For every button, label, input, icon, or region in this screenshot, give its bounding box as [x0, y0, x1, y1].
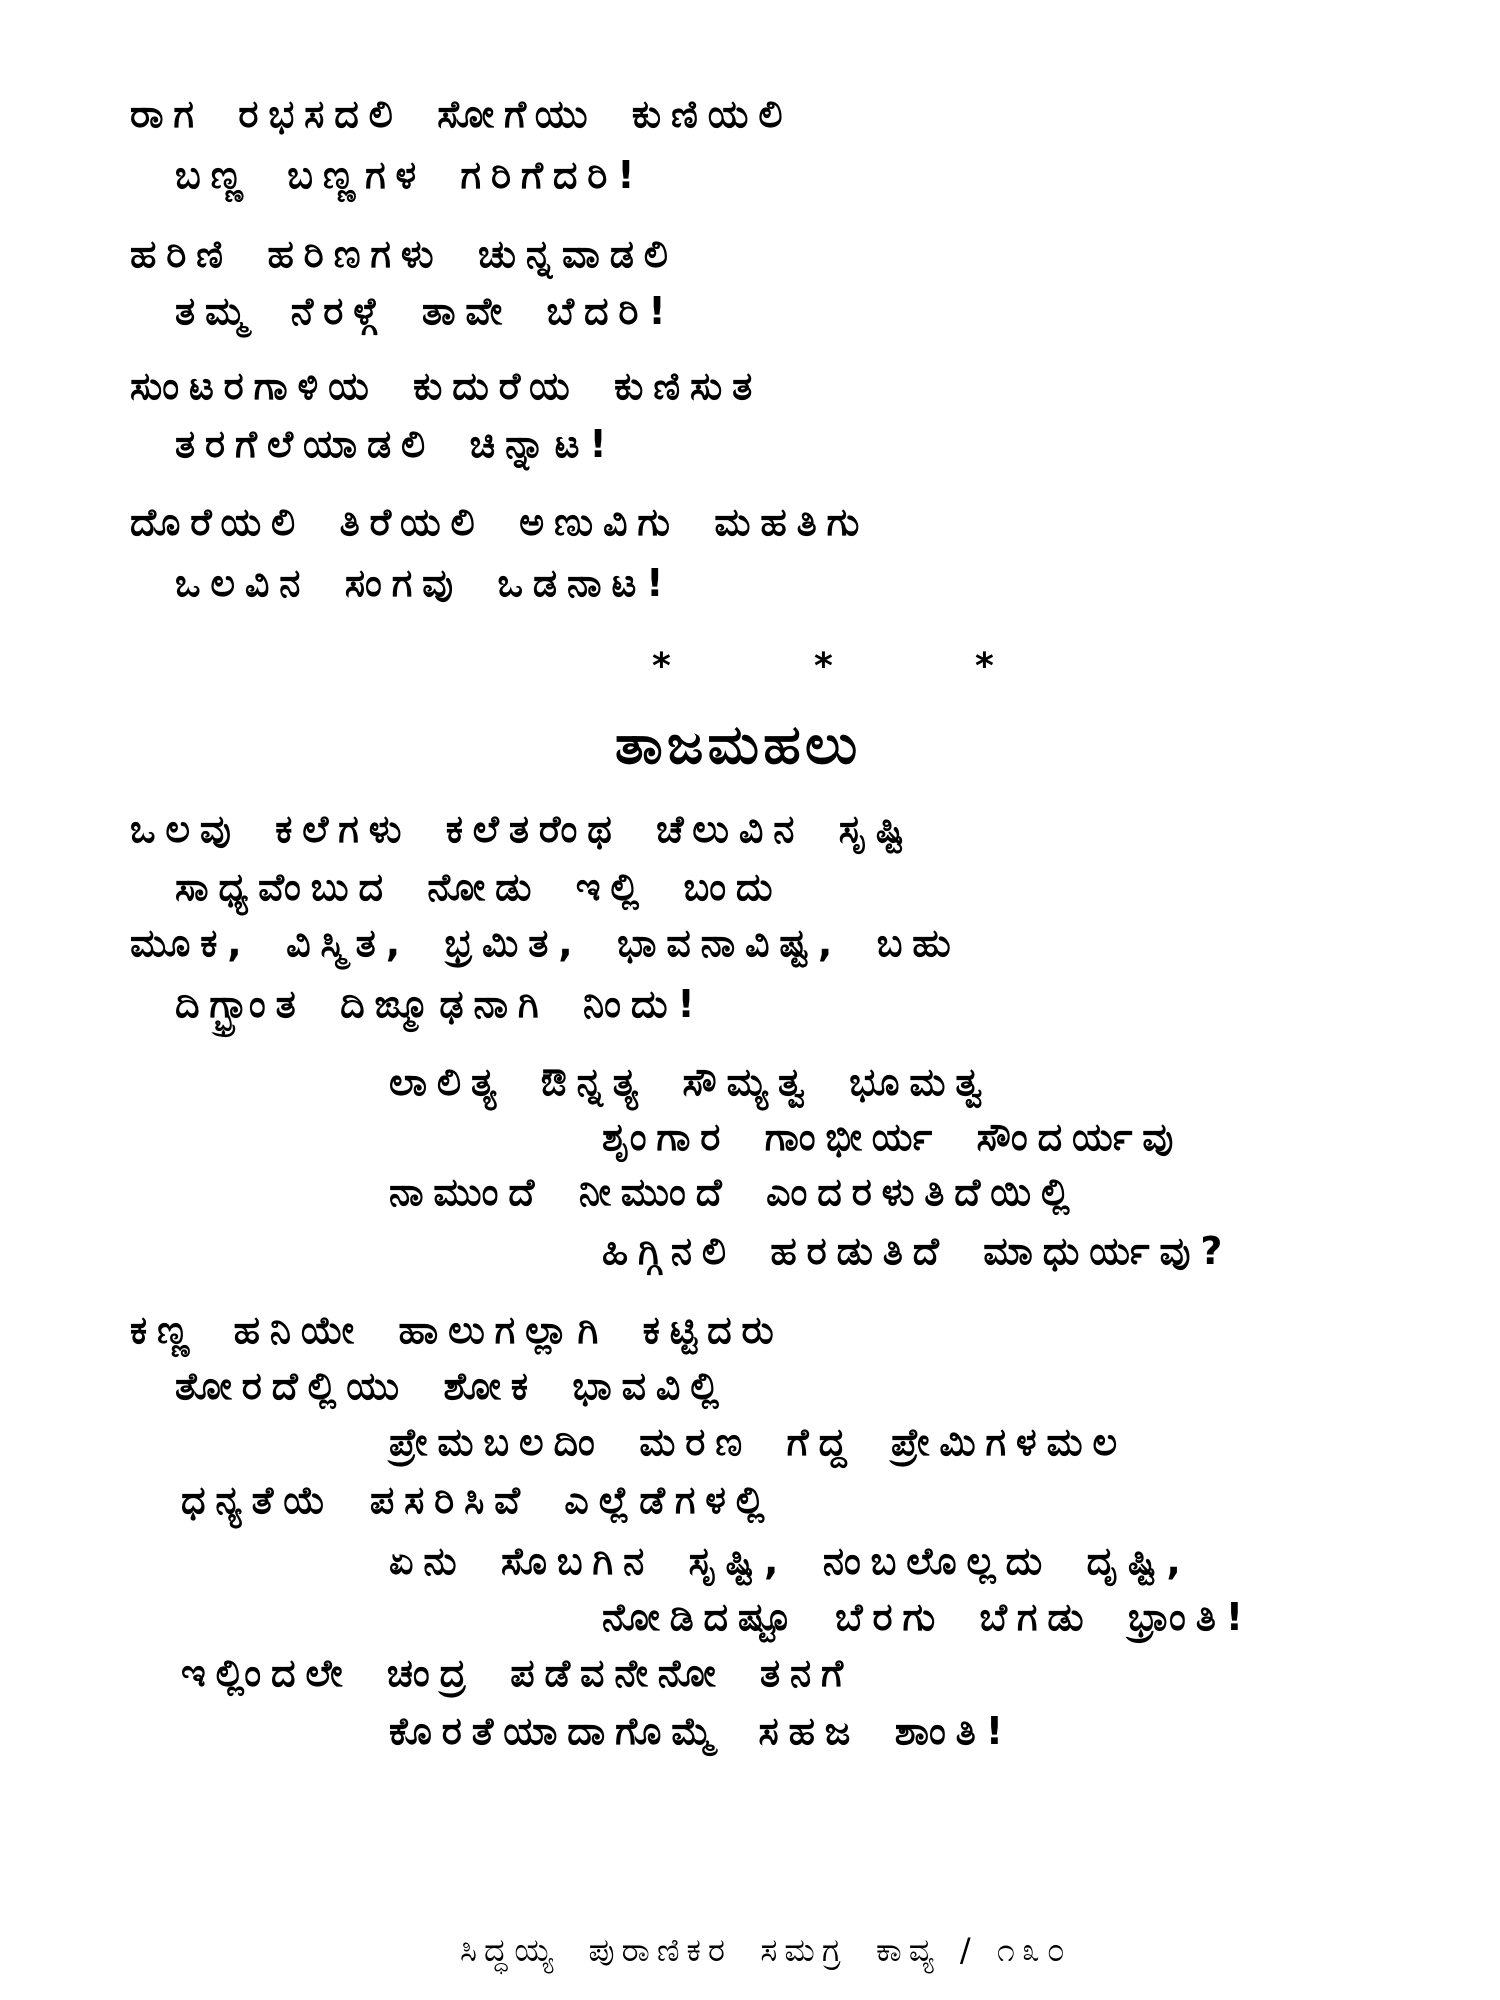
asterisk: * — [652, 646, 671, 687]
asterisk: * — [814, 646, 833, 687]
poem-line: ಇಲ್ಲಿಂದಲೇ ಚಂದ್ರ ಪಡೆವನೇನೋ ತನಗೆ — [181, 1651, 854, 1695]
poem-line: ತರಗೆಲೆಯಾಡಲಿ ಚಿನ್ನಾಟ! — [175, 422, 617, 466]
book-title: ಸಿದ್ಧಯ್ಯ ಪುರಾಣಿಕರ ಸಮಗ್ರ ಕಾವ್ಯ — [460, 1931, 941, 1969]
poem-line: ದೊರೆಯಲಿ ತಿರೆಯಲಿ ಅಣುವಿಗು ಮಹತಿಗು — [130, 500, 870, 544]
footer-slash: / — [959, 1931, 978, 1969]
poem-line: ಕೊರತೆಯಾದಾಗೊಮ್ಮೆ ಸಹಜ ಶಾಂತಿ! — [389, 1709, 1013, 1753]
poem-line: ಲಾಲಿತ್ಯ ಔನ್ನತ್ಯ ಸೌಮ್ಯತ್ವ ಭೂಮತ್ವ — [389, 1060, 993, 1104]
poem-line: ಹರಿಣಿ ಹರಿಣಗಳು ಚುನ್ನವಾಡಲಿ — [130, 232, 678, 276]
poem-line: ದಿಗ್ಭ್ರಾಂತ ದಿಙ್ಮೂಢನಾಗಿ ನಿಂದು! — [175, 982, 705, 1026]
poem-line: ನೋಡಿದಷ್ಟೂ ಬೆರಗು ಬೆಗಡು ಭ್ರಾಂತಿ! — [602, 1595, 1253, 1639]
poem-line: ಸಾಧ್ಯವೆಂಬುದ ನೋಡು ಇಲ್ಲಿ ಬಂದು — [175, 865, 783, 909]
poem-line: ಒಲವಿನ ಸಂಗವು ಒಡನಾಟ! — [175, 561, 674, 605]
poem-line: ಬಣ್ಣ ಬಣ್ಣಗಳ ಗರಿಗೆದರಿ! — [175, 153, 645, 197]
poem-line: ಮೂಕ, ವಿಸ್ಮಿತ, ಭ್ರಮಿತ, ಭಾವನಾವಿಷ್ಟ, ಬಹು — [130, 921, 961, 965]
poem-line: ಹಿಗ್ಗಿನಲಿ ಹರಡುತಿದೆ ಮಾಧುರ್ಯವು? — [602, 1229, 1233, 1273]
poem-line: ಏನು ಸೊಬಗಿನ ಸೃಷ್ಟಿ, ನಂಬಲೊಲ್ಲದು ದೃಷ್ಟಿ, — [389, 1539, 1191, 1583]
poem-title: ತಾಜಮಹಲು — [615, 713, 862, 776]
poem-line: ಶೃಂಗಾರ ಗಾಂಭೀರ್ಯ ಸೌಂದರ್ಯವು — [602, 1115, 1184, 1159]
poem-line: ಪ್ರೇಮಬಲದಿಂ ಮರಣ ಗೆದ್ದ ಪ್ರೇಮಿಗಳಮಲ — [389, 1420, 1128, 1464]
page-number: ೧೩೦ — [996, 1931, 1072, 1969]
poem-line: ಒಲವು ಕಲೆಗಳು ಕಲೆತರೆಂಥ ಚೆಲುವಿನ ಸೃಷ್ಟಿ — [130, 807, 915, 851]
poem-line: ಸುಂಟರಗಾಳಿಯ ಕುದುರೆಯ ಕುಣಿಸುತ — [130, 364, 763, 408]
page-footer — [460, 1930, 1072, 1970]
poem-line: ನಾಮುಂದೆ ನೀಮುಂದೆ ಎಂದರಳುತಿದೆಯಿಲ್ಲಿ — [389, 1170, 1080, 1214]
poem-line: ತೋರದೆಲ್ಲಿಯು ಶೋಕ ಭಾವವಿಲ್ಲಿ — [175, 1364, 729, 1408]
poem-line: ಧನ್ಯತೆಯೆ ಪಸರಿಸಿವೆ ಎಲ್ಲೆಡೆಗಳಲ್ಲಿ — [181, 1478, 775, 1522]
poem-line: ರಾಗ ರಭಸದಲಿ ಸೋಗೆಯು ಕುಣಿಯಲಿ — [130, 92, 793, 136]
asterisk: * — [975, 646, 994, 687]
poem-line: ತಮ್ಮ ನೆರಳ್ಗೆ ತಾವೇ ಬೆದರಿ! — [175, 289, 676, 333]
poem-line: ಕಣ್ಣ ಹನಿಯೇ ಹಾಲುಗಲ್ಲಾಗಿ ಕಟ್ಟಿದರು — [130, 1308, 784, 1352]
